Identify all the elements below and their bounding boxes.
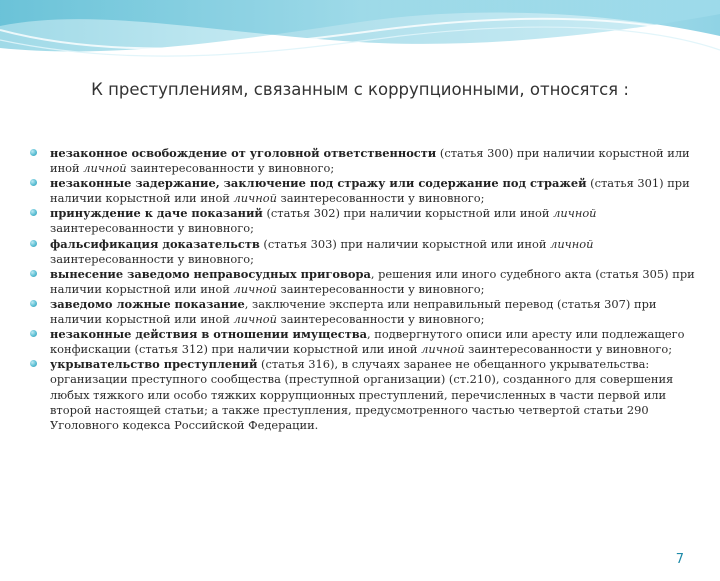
bullet-icon — [30, 360, 37, 367]
list-item — [24, 176, 696, 206]
list-item — [24, 146, 696, 176]
item-text: , заключение эксперта или неправильный перевод (статья 307) при наличии корыстной или иной — [50, 296, 657, 327]
item-term: принуждение к даче показаний — [50, 206, 263, 221]
item-text: , решения или иного судебного акта (статья 305) при наличии корыстной или иной — [50, 266, 695, 296]
item-text-end: заинтересованности у виновного; — [126, 161, 335, 176]
item-term: фальсификация доказательств — [50, 236, 260, 251]
item-text: (статья 301) при наличии корыстной или иной — [50, 176, 690, 206]
item-text: (статья 302) при наличии корыстной или иной — [262, 206, 554, 221]
item-text-end: заинтересованности у виновного; — [276, 312, 485, 327]
item-text: (статья 316), в случаях заранее не обещанного укрывательства: организации преступного сообщества (преступной организации) (ст.210), созданного для совершения любых тяжкого или особо тяжких коррупционных преступлений, перечисленных в части первой или второй настоящей статьи; а также преступления, предусмотренного частью четвертой статьи 290 Уголовного кодекса Российской Федерации. — [50, 357, 674, 432]
bullet-icon — [30, 149, 37, 156]
item-term: незаконные действия в отношении имущества — [50, 327, 368, 342]
list-item — [24, 267, 696, 297]
item-italic: личной — [233, 312, 277, 327]
item-italic: личной — [83, 161, 127, 176]
bullet-icon — [30, 179, 37, 186]
page-number: 7 — [675, 552, 684, 567]
bullet-icon — [30, 330, 37, 337]
item-text: (статья 303) при наличии корыстной или иной — [259, 236, 551, 251]
item-text-end: заинтересованности у виновного; — [50, 221, 254, 236]
decorative-wave-header — [0, 0, 720, 70]
item-term: заведомо ложные показание — [50, 296, 245, 311]
item-text-end: заинтересованности у виновного; — [276, 281, 485, 296]
item-text-end: заинтересованности у виновного; — [50, 251, 254, 266]
bullet-icon — [30, 240, 37, 247]
item-term: незаконное освобождение от уголовной ответственности — [50, 146, 437, 160]
slide-title: К преступлениям, связанным с коррупционными, относятся : — [91, 80, 629, 99]
list-item — [24, 237, 696, 267]
item-italic: личной — [421, 342, 465, 357]
bullet-icon — [30, 209, 37, 216]
bullet-icon — [30, 300, 37, 307]
item-term: укрывательство преступлений — [50, 357, 258, 372]
list-item — [24, 357, 696, 432]
item-italic: личной — [233, 191, 277, 206]
list-item — [24, 327, 696, 357]
item-text-end: заинтересованности у виновного; — [464, 342, 673, 357]
list-item — [24, 297, 696, 327]
item-term: незаконные задержание, заключение под стражу или содержание под стражей — [50, 176, 587, 191]
item-italic: личной — [553, 206, 597, 221]
item-italic: личной — [233, 281, 277, 296]
bullet-icon — [30, 270, 37, 277]
list-item — [24, 206, 696, 236]
item-term: вынесение заведомо неправосудных приговора — [50, 266, 371, 281]
item-text: (статья 300) при наличии корыстной или иной — [50, 146, 690, 176]
item-text-end: заинтересованности у виновного; — [276, 191, 485, 206]
bullet-list — [24, 146, 696, 433]
item-italic: личной — [550, 236, 594, 251]
item-text: , подвергнутого описи или аресту или подлежащего конфискации (статья 312) при наличии корыстной или иной — [50, 327, 685, 357]
